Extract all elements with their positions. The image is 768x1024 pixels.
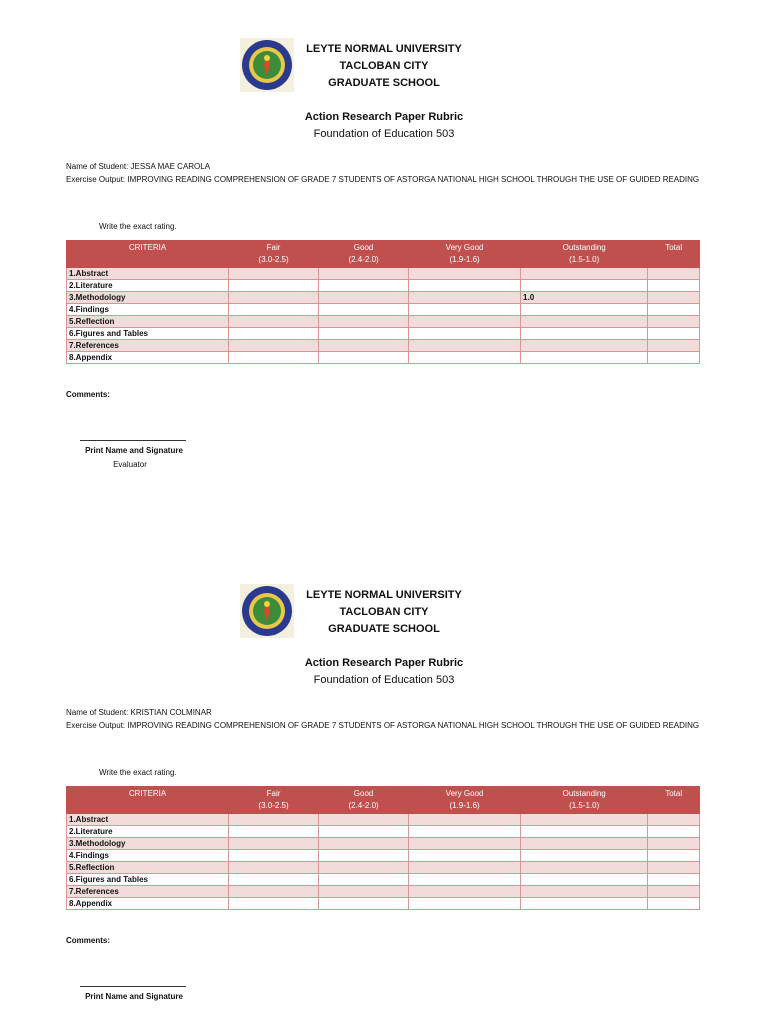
column-label: CRITERIA xyxy=(128,789,167,798)
column-range: (3.0-2.5) xyxy=(258,801,289,810)
criteria-label: 5.Reflection xyxy=(67,316,229,328)
rating-instruction: Write the exact rating. xyxy=(99,768,177,777)
rating-cell[interactable]: 1.0 xyxy=(521,292,648,304)
rating-cell[interactable] xyxy=(409,838,521,850)
rating-cell[interactable] xyxy=(409,328,521,340)
rating-cell[interactable] xyxy=(319,268,409,280)
rating-cell[interactable] xyxy=(229,886,319,898)
criteria-label: 2.Literature xyxy=(67,280,229,292)
rating-cell[interactable] xyxy=(521,838,648,850)
criteria-row xyxy=(67,340,700,352)
university-header xyxy=(300,587,468,638)
university-name: LEYTE NORMAL UNIVERSITY xyxy=(306,589,462,601)
rating-cell[interactable] xyxy=(229,826,319,838)
rating-cell[interactable] xyxy=(229,814,319,826)
rating-cell[interactable] xyxy=(521,352,648,364)
student-name: Name of Student: KRISTIAN COLMINAR xyxy=(66,708,212,717)
rating-cell[interactable] xyxy=(648,862,700,874)
criteria-row xyxy=(67,862,700,874)
criteria-row xyxy=(67,316,700,328)
column-header xyxy=(319,787,409,814)
rubric-table xyxy=(66,786,700,910)
rating-cell[interactable] xyxy=(229,304,319,316)
rating-cell[interactable] xyxy=(319,862,409,874)
column-header xyxy=(648,787,700,814)
criteria-row xyxy=(67,280,700,292)
rating-cell[interactable] xyxy=(319,850,409,862)
rating-cell[interactable] xyxy=(229,340,319,352)
rating-cell[interactable] xyxy=(229,328,319,340)
rating-cell[interactable] xyxy=(409,814,521,826)
column-label: Very Good xyxy=(445,789,484,798)
rating-cell[interactable] xyxy=(319,874,409,886)
criteria-label: 8.Appendix xyxy=(67,898,229,910)
criteria-label: 6.Figures and Tables xyxy=(67,328,229,340)
column-label: Outstanding xyxy=(562,243,606,252)
rating-cell[interactable] xyxy=(521,898,648,910)
column-range xyxy=(648,800,699,812)
rating-cell[interactable] xyxy=(319,304,409,316)
rating-cell[interactable] xyxy=(229,898,319,910)
column-header xyxy=(521,787,648,814)
column-range xyxy=(648,254,699,266)
rating-cell[interactable] xyxy=(409,886,521,898)
rating-cell[interactable] xyxy=(521,862,648,874)
criteria-label: 1.Abstract xyxy=(67,814,229,826)
column-range: (1.9-1.6) xyxy=(449,255,480,264)
rating-cell[interactable] xyxy=(319,280,409,292)
rating-cell[interactable] xyxy=(648,280,700,292)
comments-label: Comments: xyxy=(66,390,111,399)
criteria-row xyxy=(67,352,700,364)
rating-cell[interactable] xyxy=(409,292,521,304)
rating-cell[interactable] xyxy=(409,874,521,886)
column-header xyxy=(67,787,229,814)
student-name: Name of Student: JESSA MAE CAROLA xyxy=(66,162,211,171)
column-range xyxy=(67,800,228,812)
column-range: (1.5-1.0) xyxy=(569,801,600,810)
column-header xyxy=(229,241,319,268)
rating-cell[interactable] xyxy=(648,850,700,862)
rating-cell[interactable] xyxy=(319,316,409,328)
school-name: GRADUATE SCHOOL xyxy=(328,77,440,89)
criteria-label: 4.Findings xyxy=(67,850,229,862)
signature-line xyxy=(80,986,186,987)
rating-cell[interactable] xyxy=(648,874,700,886)
column-range: (2.4-2.0) xyxy=(348,801,379,810)
column-header xyxy=(409,241,521,268)
column-range: (2.4-2.0) xyxy=(348,255,379,264)
rating-cell[interactable] xyxy=(229,316,319,328)
rating-instruction: Write the exact rating. xyxy=(99,222,177,231)
rubric-subtitle: Foundation of Education 503 xyxy=(313,128,455,140)
rating-cell[interactable] xyxy=(409,850,521,862)
rating-cell[interactable] xyxy=(229,850,319,862)
criteria-row xyxy=(67,886,700,898)
rating-cell[interactable] xyxy=(319,898,409,910)
criteria-label: 7.References xyxy=(67,340,229,352)
rating-cell[interactable] xyxy=(229,838,319,850)
rating-cell[interactable] xyxy=(648,352,700,364)
column-header xyxy=(319,241,409,268)
rating-cell[interactable] xyxy=(319,814,409,826)
rating-cell[interactable] xyxy=(319,826,409,838)
school-name: GRADUATE SCHOOL xyxy=(328,623,440,635)
rubric-title: Action Research Paper Rubric xyxy=(304,657,464,669)
column-range: (3.0-2.5) xyxy=(258,255,289,264)
rating-cell[interactable] xyxy=(319,838,409,850)
criteria-label: 8.Appendix xyxy=(67,352,229,364)
criteria-row xyxy=(67,874,700,886)
rating-cell[interactable] xyxy=(521,316,648,328)
column-label: CRITERIA xyxy=(128,243,167,252)
criteria-label: 2.Literature xyxy=(67,826,229,838)
column-label: Very Good xyxy=(445,243,484,252)
signature-label: Print Name and Signature xyxy=(85,992,183,1001)
criteria-label: 4.Findings xyxy=(67,304,229,316)
rating-cell[interactable] xyxy=(409,340,521,352)
criteria-row xyxy=(67,328,700,340)
rating-cell[interactable] xyxy=(521,850,648,862)
rating-cell[interactable] xyxy=(319,328,409,340)
column-header xyxy=(409,787,521,814)
rating-cell[interactable] xyxy=(229,352,319,364)
exercise-output: Exercise Output: IMPROVING READING COMPREHENSION OF GRADE 7 STUDENTS OF ASTORGA NATIONAL HIGH SCHOOL THROUGH THE USE OF GUIDED READING xyxy=(66,721,700,730)
rating-cell[interactable] xyxy=(229,280,319,292)
rating-cell[interactable] xyxy=(521,340,648,352)
rating-cell[interactable] xyxy=(648,304,700,316)
university-header xyxy=(300,41,468,92)
rating-cell[interactable] xyxy=(409,826,521,838)
column-label: Good xyxy=(353,243,374,252)
rating-cell[interactable] xyxy=(521,268,648,280)
rating-cell[interactable] xyxy=(648,340,700,352)
column-label: Total xyxy=(665,243,683,252)
rating-cell[interactable] xyxy=(409,316,521,328)
rating-cell[interactable] xyxy=(648,292,700,304)
rating-cell[interactable] xyxy=(521,304,648,316)
column-range: (1.9-1.6) xyxy=(449,801,480,810)
rating-cell[interactable] xyxy=(521,886,648,898)
column-header xyxy=(648,241,700,268)
rating-cell[interactable] xyxy=(319,292,409,304)
column-label: Good xyxy=(353,789,374,798)
column-header xyxy=(521,241,648,268)
criteria-label: 5.Reflection xyxy=(67,862,229,874)
university-city: TACLOBAN CITY xyxy=(339,606,429,618)
criteria-label: 3.Methodology xyxy=(67,838,229,850)
exercise-output: Exercise Output: IMPROVING READING COMPREHENSION OF GRADE 7 STUDENTS OF ASTORGA NATIONAL HIGH SCHOOL THROUGH THE USE OF GUIDED READING xyxy=(66,175,700,184)
comments-label: Comments: xyxy=(66,936,111,945)
rating-cell[interactable] xyxy=(521,826,648,838)
criteria-label: 6.Figures and Tables xyxy=(67,874,229,886)
criteria-label: 3.Methodology xyxy=(67,292,229,304)
rating-cell[interactable] xyxy=(409,280,521,292)
rating-cell[interactable] xyxy=(648,886,700,898)
column-label: Fair xyxy=(266,789,281,798)
rating-cell[interactable] xyxy=(521,814,648,826)
rating-cell[interactable] xyxy=(409,352,521,364)
rubric-header-row xyxy=(67,787,700,814)
rating-cell[interactable] xyxy=(229,292,319,304)
rubric-header-row xyxy=(67,241,700,268)
criteria-row xyxy=(67,898,700,910)
rating-cell[interactable] xyxy=(648,838,700,850)
criteria-row xyxy=(67,826,700,838)
rating-cell[interactable] xyxy=(521,328,648,340)
signature-line xyxy=(80,440,186,441)
rating-cell[interactable] xyxy=(521,280,648,292)
rating-cell[interactable] xyxy=(648,826,700,838)
rating-cell[interactable] xyxy=(229,874,319,886)
rating-cell[interactable] xyxy=(409,862,521,874)
rating-cell[interactable] xyxy=(229,862,319,874)
column-header xyxy=(67,241,229,268)
signature-label: Print Name and Signature xyxy=(85,446,183,455)
criteria-row xyxy=(67,292,700,304)
university-name: LEYTE NORMAL UNIVERSITY xyxy=(306,43,462,55)
rating-cell[interactable] xyxy=(648,814,700,826)
column-label: Outstanding xyxy=(562,789,606,798)
evaluator-label: Evaluator xyxy=(113,460,147,469)
rating-cell[interactable] xyxy=(521,874,648,886)
column-label: Fair xyxy=(266,243,281,252)
criteria-row xyxy=(67,814,700,826)
rating-cell[interactable] xyxy=(648,328,700,340)
rating-cell[interactable] xyxy=(648,316,700,328)
criteria-label: 1.Abstract xyxy=(67,268,229,280)
criteria-row xyxy=(67,304,700,316)
criteria-label: 7.References xyxy=(67,886,229,898)
rating-cell[interactable] xyxy=(319,886,409,898)
column-range xyxy=(67,254,228,266)
rating-cell[interactable] xyxy=(648,898,700,910)
university-seal-icon xyxy=(240,38,294,92)
column-range: (1.5-1.0) xyxy=(569,255,600,264)
column-header xyxy=(229,787,319,814)
rubric-table xyxy=(66,240,700,364)
rating-cell[interactable] xyxy=(409,898,521,910)
rating-cell[interactable] xyxy=(648,268,700,280)
criteria-row xyxy=(67,850,700,862)
criteria-row xyxy=(67,838,700,850)
criteria-row xyxy=(67,268,700,280)
rating-cell[interactable] xyxy=(229,268,319,280)
rating-cell[interactable] xyxy=(409,268,521,280)
column-label: Total xyxy=(665,789,683,798)
university-city: TACLOBAN CITY xyxy=(339,60,429,72)
university-seal-icon xyxy=(240,584,294,638)
rating-cell[interactable] xyxy=(319,352,409,364)
rubric-subtitle: Foundation of Education 503 xyxy=(313,674,455,686)
rating-cell[interactable] xyxy=(319,340,409,352)
rating-cell[interactable] xyxy=(409,304,521,316)
rubric-title: Action Research Paper Rubric xyxy=(304,111,464,123)
